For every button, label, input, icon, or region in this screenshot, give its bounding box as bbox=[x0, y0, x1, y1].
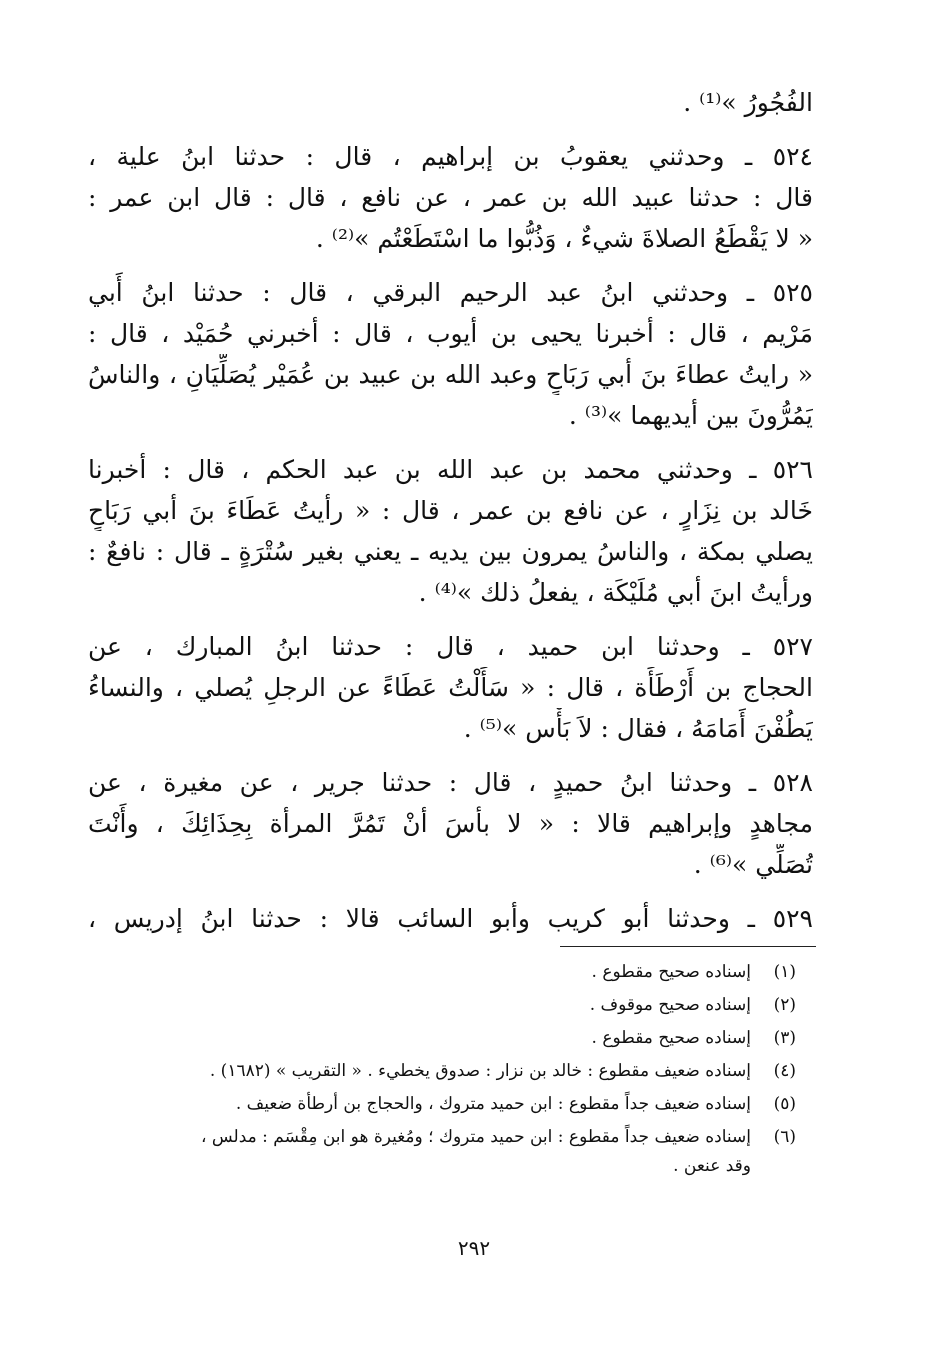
footnote-number: (٣) bbox=[773, 1028, 796, 1048]
footnote-separator bbox=[560, 946, 816, 947]
paragraph-525 bbox=[88, 272, 813, 436]
text-line: يَطُفْنَ أَمَامَهُ ، فقال : لاَ بَأْس »⁽⁵⁾ . bbox=[463, 714, 813, 743]
footnote-number: (٢) bbox=[773, 995, 796, 1015]
text-line: ٥٢٦ ـ وحدثني محمد بن عبد الله بن عبد الحكم ، قال : أخبرنا bbox=[88, 455, 813, 484]
main-text bbox=[88, 82, 813, 939]
text-line: يصلي بمكة ، والناسُ يمرون بين يديه ـ يعني بغير سُتْرَةٍ ـ قال : نافعٌ : bbox=[88, 537, 813, 566]
paragraph-continuation bbox=[88, 82, 813, 123]
text-line: ٥٢٩ ـ وحدثنا أبو كريب وأبو السائب قالا : حدثنا ابنُ إدريس ، bbox=[88, 904, 813, 933]
footnote-number: (١) bbox=[773, 962, 796, 982]
footnote-number: (٥) bbox=[773, 1094, 796, 1114]
text-line: تُصَلِّي »⁽⁶⁾ . bbox=[693, 850, 813, 879]
footnote-text: وقد عنعن . bbox=[673, 1156, 751, 1176]
text-line: ٥٢٧ ـ وحدثنا ابن حميد ، قال : حدثنا ابنُ المبارك ، عن bbox=[88, 632, 813, 661]
paragraph-526 bbox=[88, 449, 813, 613]
text-line: يَمُرُّونَ بين أيديهما »⁽³⁾ . bbox=[568, 401, 813, 430]
paragraph-524 bbox=[88, 136, 813, 259]
footnotes bbox=[96, 956, 796, 1183]
text-line: ٥٢٤ ـ وحدثني يعقوبُ بن إبراهيم ، قال : حدثنا ابنُ علية ، bbox=[88, 142, 813, 171]
footnote-number: (٦) bbox=[773, 1127, 796, 1147]
footnote bbox=[96, 1088, 796, 1121]
text-line: مجاهدٍ وإبراهيم قالا : « لا بأسَ أنْ تَمُرَّ المرأة بِحِذَائِكَ ، وأَنْتَ bbox=[88, 809, 813, 838]
footnote bbox=[96, 1022, 796, 1055]
paragraph-527 bbox=[88, 626, 813, 749]
text-line: ٥٢٨ ـ وحدثنا ابنُ حميدٍ ، قال : حدثنا جرير ، عن مغيرة ، عن bbox=[88, 768, 813, 797]
footnote-number: (٤) bbox=[773, 1061, 796, 1081]
text-line: ٥٢٥ ـ وحدثني ابنُ عبد الرحيم البرقي ، قال : حدثنا ابنُ أَبي bbox=[88, 278, 813, 307]
text-line: ورأيتُ ابنَ أبي مُلَيْكَة ، يفعلُ ذلك »⁽⁴⁾ . bbox=[418, 578, 813, 607]
footnote-text: إسناده ضعيف جداً مقطوع : ابن حميد متروك ، والحجاج بن أرطأة ضعيف . bbox=[235, 1094, 751, 1114]
footnote-text: إسناده صحيح مقطوع . bbox=[591, 1028, 751, 1048]
footnote bbox=[96, 1055, 796, 1088]
text-line: خَالد بن نِزَارٍ ، عن نافع بن عمر ، قال : « رأيتُ عَطَاءَ بنَ أبي رَبَاحٍ bbox=[88, 496, 813, 525]
footnote bbox=[96, 956, 796, 989]
footnote bbox=[96, 989, 796, 1022]
footnote-text: إسناده ضعيف جداً مقطوع : ابن حميد متروك ؛ ومُغيرة هو ابن مِقْسَم : مدلس ، bbox=[200, 1127, 751, 1147]
paragraph-528 bbox=[88, 762, 813, 885]
text-line: الحجاج بن أَرْطَأَة ، قال : « سَأَلْتُ عَطَاءً عن الرجلِ يُصلي ، والنساءُ bbox=[88, 673, 813, 702]
footnote-text: إسناده ضعيف مقطوع : خالد بن نزار : صدوق يخطيء . « التقريب » (١٦٨٢) . bbox=[209, 1061, 751, 1081]
footnote-text: إسناده صحيح موقوف . bbox=[589, 995, 751, 1015]
text-line: قال : حدثنا عبيد الله بن عمر ، عن نافع ، قال : قال ابن عمر : bbox=[88, 183, 813, 212]
text-line: الفُجُورُ »⁽¹⁾ . bbox=[683, 88, 813, 117]
page-number: ٢٩٢ bbox=[457, 1236, 491, 1260]
text-line: « رايتُ عطاءَ بنَ أبي رَبَاحٍ وعبد الله بن عبيد بن عُمَيْر يُصَلِّيَانِ ، والناسُ bbox=[88, 360, 813, 389]
text-line: مَرْيم ، قال : أخبرنا يحيى بن أيوب ، قال : أخبرني حُمَيْد ، قال : bbox=[88, 319, 813, 348]
footnote-continuation bbox=[96, 1150, 796, 1183]
text-line: « لا يَقْطَعُ الصلاةَ شيءٌ ، وَذُبُّوا ما اسْتَطَعْتُم »⁽²⁾ . bbox=[315, 224, 813, 253]
footnote-text: إسناده صحيح مقطوع . bbox=[591, 962, 751, 982]
paragraph-529 bbox=[88, 898, 813, 939]
